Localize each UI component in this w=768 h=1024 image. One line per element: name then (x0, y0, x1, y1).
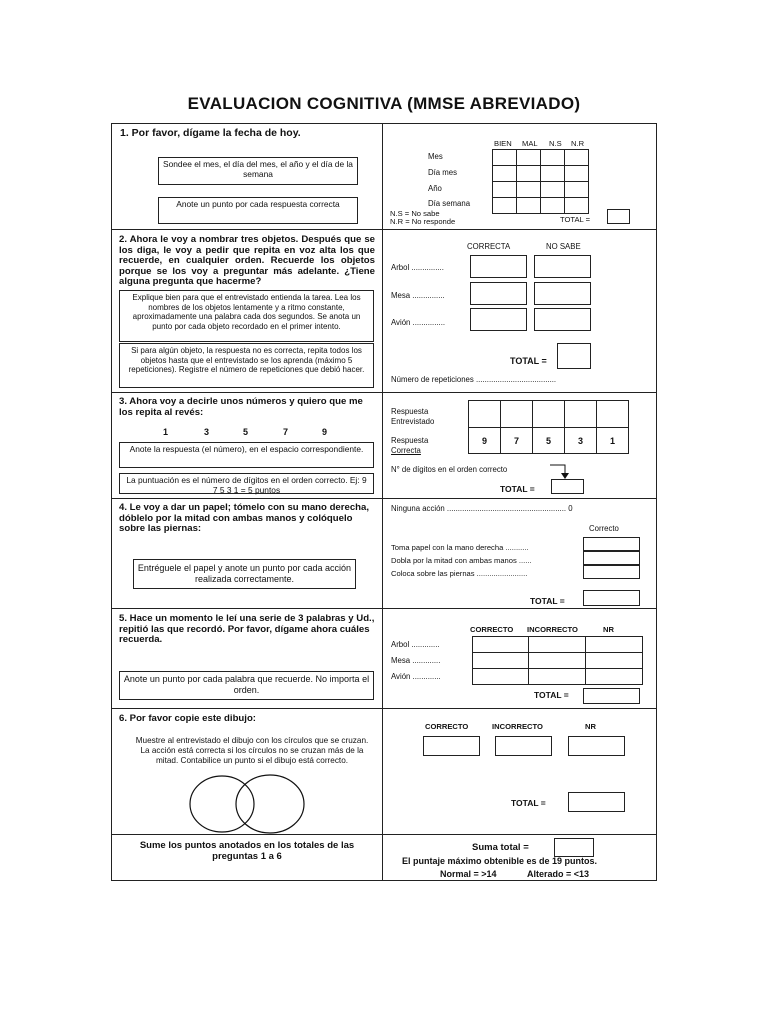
q3-number: 1 (163, 427, 169, 437)
q3-total-label: TOTAL = (500, 484, 535, 494)
q3-total-input[interactable] (551, 479, 584, 494)
q5-question: 5. Hace un momento le leí una serie de 3 palabras y Ud., repitió las que recordó. Por favor, dígame ahora cuáles recuerda. (119, 613, 375, 646)
answer-cell[interactable] (423, 736, 480, 756)
q5-item-label: Mesa ............. (391, 656, 441, 665)
divider (111, 229, 657, 230)
q4-item-label: Toma papel con la mano derecha ........... (391, 543, 529, 552)
q2-total-input[interactable] (557, 343, 591, 369)
q3-number: 3 (204, 427, 210, 437)
q5-item-label: Avión ............. (391, 672, 441, 681)
suma-total-label: Suma total = (472, 842, 529, 853)
q3-digits-grid (468, 400, 629, 454)
q6-header-incorrecto: INCORRECTO (492, 722, 543, 731)
q1-legend-nr: N.R = No responde (390, 217, 456, 226)
q2-header-correcta: CORRECTA (467, 242, 511, 251)
q5-header-incorrecto: INCORRECTO (527, 625, 578, 634)
divider (111, 498, 657, 499)
q1-total-input[interactable] (607, 209, 630, 224)
answer-cell[interactable] (470, 308, 527, 331)
answer-cell[interactable] (565, 198, 589, 214)
q2-total-label: TOTAL = (510, 356, 547, 366)
q5-total-label: TOTAL = (534, 690, 569, 700)
q3-label-entrevistado: Respuesta Entrevistado (391, 407, 435, 426)
answer-cell[interactable] (529, 653, 586, 669)
q4-header-correcto: Correcto (589, 524, 619, 533)
q1-total-label: TOTAL = (560, 215, 591, 224)
answer-cell[interactable] (470, 282, 527, 305)
correct-digit: 1 (597, 428, 629, 454)
q4-total-input[interactable] (583, 590, 640, 606)
q2-instruction-box: Explique bien para que el entrevistado entienda la tarea. Lea los nombres de los objetos lentamente y a ritmo constante, aproximadamente una palabra cada dos segundos. Se anota un punto por cada objeto recordado en el primer intento. (119, 290, 374, 342)
answer-cell[interactable] (473, 637, 529, 653)
answer-cell[interactable] (473, 653, 529, 669)
q4-item-label: Dobla por la mitad con ambas manos ...... (391, 556, 532, 565)
correct-digit: 7 (501, 428, 533, 454)
answer-cell[interactable] (534, 282, 591, 305)
q3-number: 9 (322, 427, 328, 437)
correct-digit: 9 (469, 428, 501, 454)
q3-instruction-box: La puntuación es el número de dígitos en el orden correcto. Ej: 9 7 5 3 1 = 5 puntos (119, 473, 374, 494)
q1-row-label: Año (428, 184, 442, 193)
q1-row-label: Mes (428, 152, 443, 161)
answer-cell[interactable] (517, 182, 541, 198)
normal-cutoff: Normal = >14 (440, 869, 497, 879)
q6-header-nr: NR (585, 722, 596, 731)
q5-recall-grid (472, 636, 643, 685)
q6-total-input[interactable] (568, 792, 625, 812)
q1-instruction-box: Sondee el mes, el día del mes, el año y el día de la semana (158, 157, 358, 185)
answer-cell[interactable] (583, 537, 640, 551)
q1-header-bien: BIEN (494, 139, 512, 148)
q3-label-correcta: Respuesta (391, 436, 429, 445)
q1-date-grid (492, 149, 589, 214)
q1-legend-ns: N.S = No sabe (390, 209, 440, 218)
answer-cell[interactable] (565, 150, 589, 166)
divider (111, 608, 657, 609)
q6-total-label: TOTAL = (511, 798, 546, 808)
q1-header-mal: MAL (522, 139, 538, 148)
q5-header-nr: NR (603, 625, 614, 634)
q3-digits-label: N° de dígitos en el orden correcto (391, 465, 508, 474)
altered-cutoff: Alterado = <13 (527, 869, 590, 879)
answer-cell[interactable] (565, 182, 589, 198)
correct-digit: 5 (533, 428, 565, 454)
q4-question: 4. Le voy a dar un papel; tómelo con su mano derecha, dóblelo por la mitad con ambas manos y colóquelo sobre las piernas: (119, 502, 370, 535)
q4-ninguna: Ninguna acción ....................................................... 0 (391, 504, 573, 513)
divider (111, 708, 657, 709)
answer-cell[interactable] (533, 401, 565, 428)
answer-cell[interactable] (541, 182, 565, 198)
q2-repeticiones: Número de repeticiones ..................................... (391, 375, 557, 384)
answer-cell[interactable] (493, 182, 517, 198)
q3-question: 3. Ahora voy a decirle unos números y quiero que me los repita al revés: (119, 396, 363, 418)
q6-header-correcto: CORRECTO (425, 722, 469, 731)
q2-item-label: Arbol ............... (391, 263, 444, 272)
q1-question: 1. Por favor, dígame la fecha de hoy. (120, 127, 301, 139)
max-score-note: El puntaje máximo obtenible es de 19 puntos. (402, 856, 598, 866)
intersecting-circles-drawing (186, 773, 308, 835)
answer-cell[interactable] (517, 166, 541, 182)
q1-header-ns: N.S (549, 139, 562, 148)
answer-cell[interactable] (586, 653, 643, 669)
answer-cell[interactable] (517, 198, 541, 214)
q3-instruction-box: Anote la respuesta (el número), en el espacio correspondiente. (119, 442, 374, 468)
q4-item-label: Coloca sobre las piernas ........................ (391, 569, 528, 578)
suma-total-input[interactable] (554, 838, 594, 857)
arrow-down-icon (548, 462, 572, 480)
answer-cell[interactable] (586, 637, 643, 653)
answer-cell[interactable] (541, 150, 565, 166)
answer-cell[interactable] (529, 637, 586, 653)
correct-digit: 3 (565, 428, 597, 454)
answer-cell[interactable] (495, 736, 552, 756)
answer-cell[interactable] (541, 198, 565, 214)
q4-instruction-box: Entréguele el papel y anote un punto por cada acción realizada correctamente. (133, 559, 356, 589)
q3-number: 5 (243, 427, 249, 437)
answer-cell[interactable] (534, 255, 591, 278)
q1-header-nr: N.R (571, 139, 585, 148)
answer-cell[interactable] (493, 198, 517, 214)
answer-cell[interactable] (568, 736, 625, 756)
q3-number: 7 (283, 427, 289, 437)
answer-cell[interactable] (534, 308, 591, 331)
divider (111, 392, 657, 393)
answer-cell[interactable] (517, 150, 541, 166)
answer-cell[interactable] (529, 669, 586, 685)
q2-instruction-box: Si para algún objeto, la respuesta no es correcta, repita todos los objetos hasta que el entrevistado se los aprenda (máximo 5 repeticiones). Registre el número de repeticiones que debió hacer. (119, 343, 374, 388)
answer-cell[interactable] (470, 255, 527, 278)
q5-instruction-box: Anote un punto por cada palabra que recuerde. No importa el orden. (119, 671, 374, 700)
answer-cell[interactable] (473, 669, 529, 685)
answer-cell[interactable] (597, 401, 629, 428)
q1-instruction-box: Anote un punto por cada respuesta correcta (158, 197, 358, 224)
q5-header-correcto: CORRECTO (470, 625, 514, 634)
q2-item-label: Mesa ............... (391, 291, 445, 300)
answer-cell[interactable] (583, 565, 640, 579)
column-divider (382, 123, 383, 881)
q2-item-label: Avión ............... (391, 318, 446, 327)
answer-cell[interactable] (583, 551, 640, 565)
answer-cell[interactable] (541, 166, 565, 182)
q6-instructions: Muestre al entrevistado el dibujo con los círculos que se cruzan. La acción está correcta si los círculos no se cruzan más de la mitad. Contabilice un punto si el dibujo está correcto. (135, 736, 369, 766)
answer-cell[interactable] (565, 166, 589, 182)
answer-cell[interactable] (469, 401, 501, 428)
answer-cell[interactable] (565, 401, 597, 428)
q5-item-label: Arbol ............. (391, 640, 440, 649)
answer-cell[interactable] (493, 150, 517, 166)
q1-row-label: Día mes (428, 168, 458, 177)
q2-question: 2. Ahora le voy a nombrar tres objetos. Después que se los diga, le voy a pedir que repita en voz alta los que recuerde, en cualquier orden. Recuerde los objetos porque se los voy a preguntar más adelante. ¿Tiene alguna pregunta que hacerme? (119, 234, 375, 288)
q3-label-correcta: Correcta (391, 446, 421, 455)
q2-header-nosabe: NO SABE (546, 242, 581, 251)
q4-total-label: TOTAL = (530, 596, 565, 606)
answer-cell[interactable] (501, 401, 533, 428)
q5-total-input[interactable] (583, 688, 640, 704)
footer-instructions: Sume los puntos anotados en los totales de las preguntas 1 a 6 (139, 840, 355, 862)
answer-cell[interactable] (586, 669, 643, 685)
page-title: EVALUACION COGNITIVA (MMSE ABREVIADO) (187, 94, 581, 113)
answer-cell[interactable] (493, 166, 517, 182)
q1-row-label: Día semana (428, 199, 471, 208)
q6-question: 6. Por favor copie este dibujo: (119, 713, 257, 724)
